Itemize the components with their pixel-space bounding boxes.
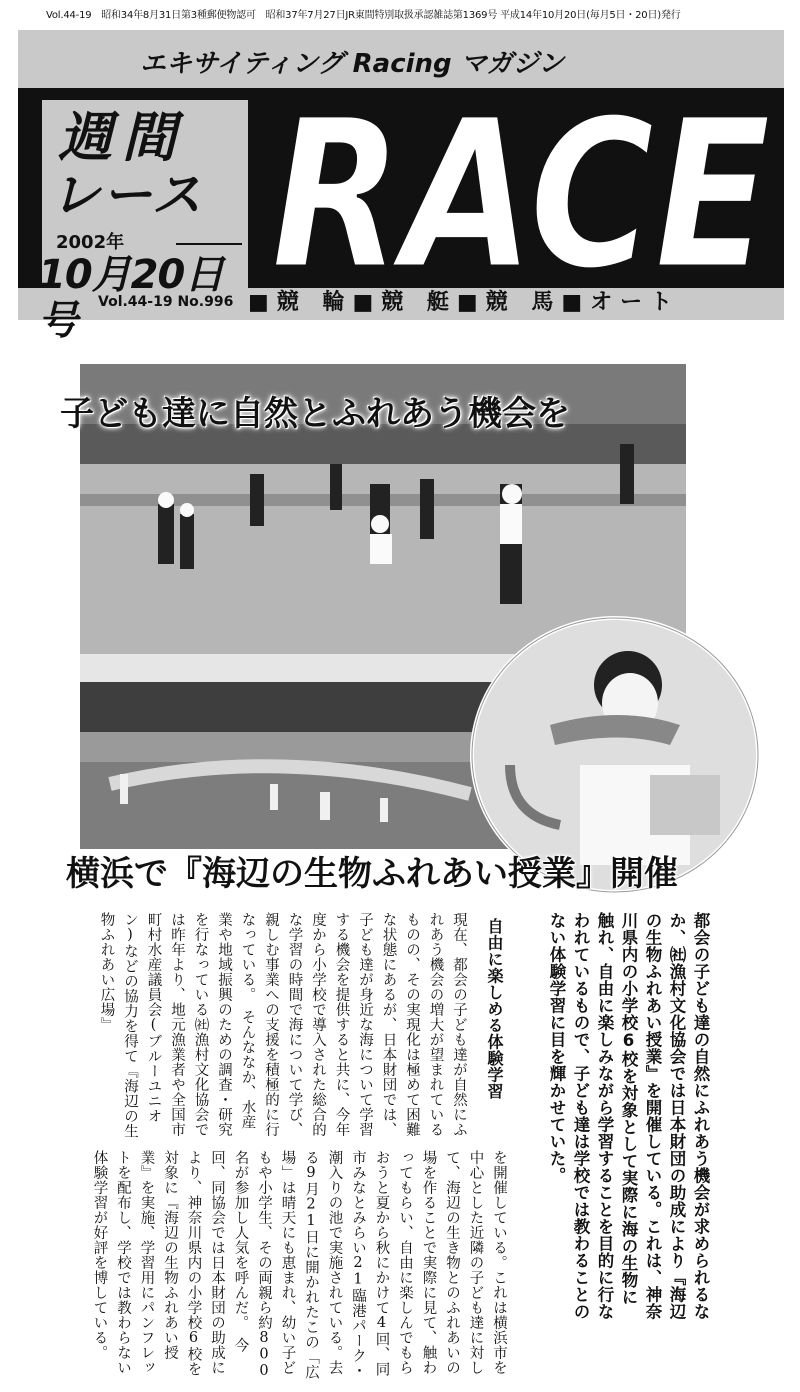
masthead-tagline: エキサイティング Racing マガジン: [140, 49, 565, 79]
issue-volume: Vol.44-19 No.996: [98, 294, 234, 310]
masthead-title-kana: レース: [50, 166, 204, 224]
headline-top: 子ども達に自然とふれあう機会を: [60, 394, 570, 434]
race-logo: [258, 88, 784, 288]
issue-date: 10月20日号: [38, 252, 224, 344]
category-line: ■競 輪■競 艇■競 馬■オート: [248, 290, 681, 315]
issue-year: 2002年: [56, 232, 125, 253]
year-rule: [176, 243, 242, 245]
article-subheading: 自由に楽しめる体験学習: [485, 918, 504, 1100]
masthead-title-kanji: 週間: [58, 106, 186, 169]
race-logo-text: RACE: [271, 88, 771, 288]
registration-line: Vol.44-19 昭和34年8月31日第3種郵便物認可 昭和37年7月27日JR東間特別取扱承認雑誌第1369号 平成14年10月20日(毎月5日・20日)発行: [46, 10, 681, 21]
article-body-upper: 現在、都会の子ども達が自然にふれあう機会の増大が望まれているものの、その実現化は極めて困難な状態にあるが、日本財団では、子ども達が身近な海について学習する機会を提供すると共に、今年度から小学校で導入された総合的な学習の時間で海について学び、親しむ事業への支援を積極的に行なっている。 そんななか、水産業や地域振興のための調査・研究を行なっている㈳漁村文化協会では昨年より、地元漁業者や全国市町村水産議員会(ブルーユニオン)などの協力を得て『海辺の生物ふれあい広場』: [98, 912, 467, 1139]
article-body-lower: を開催している。これは横浜市を中心とした近隣の子ども達に対して、海辺の生き物とのふれあいの場を作ることで実際に見て、触わってもらい、自由に楽しんでもらおうと夏から秋にかけて4回、同市みなとみらい21臨港パーク・潮入りの池で実施されている。去る9月21日に開かれたこの「広場」は晴天にも恵まれ、幼い子どもや小学生、その両親ら約800名が参加し人気を呼んだ。 今回、同協会では日本財団の助成により、神奈川県内の小学校6校を対象に『海辺の生物ふれあい授業』を実施、学習用にパンフレットを配布し、学校では教わらない体験学習が好評を博している。: [91, 1150, 507, 1380]
headline-bottom: 横浜で『海辺の生物ふれあい授業』開催: [66, 854, 678, 894]
article-lead: 都会の子ども達の自然にふれあう機会が求められるなか、㈳漁村文化協会では日本財団の助成により『海辺の生物ふれあい授業』を開催している。これは、神奈川県内の小学校6校を対象として実際に海の生物に触れ、自由に楽しみながら学習することを目的に行なわれているもので、子ども達は学校では教わることのない体験学習に目を輝かせていた。: [547, 912, 710, 1320]
